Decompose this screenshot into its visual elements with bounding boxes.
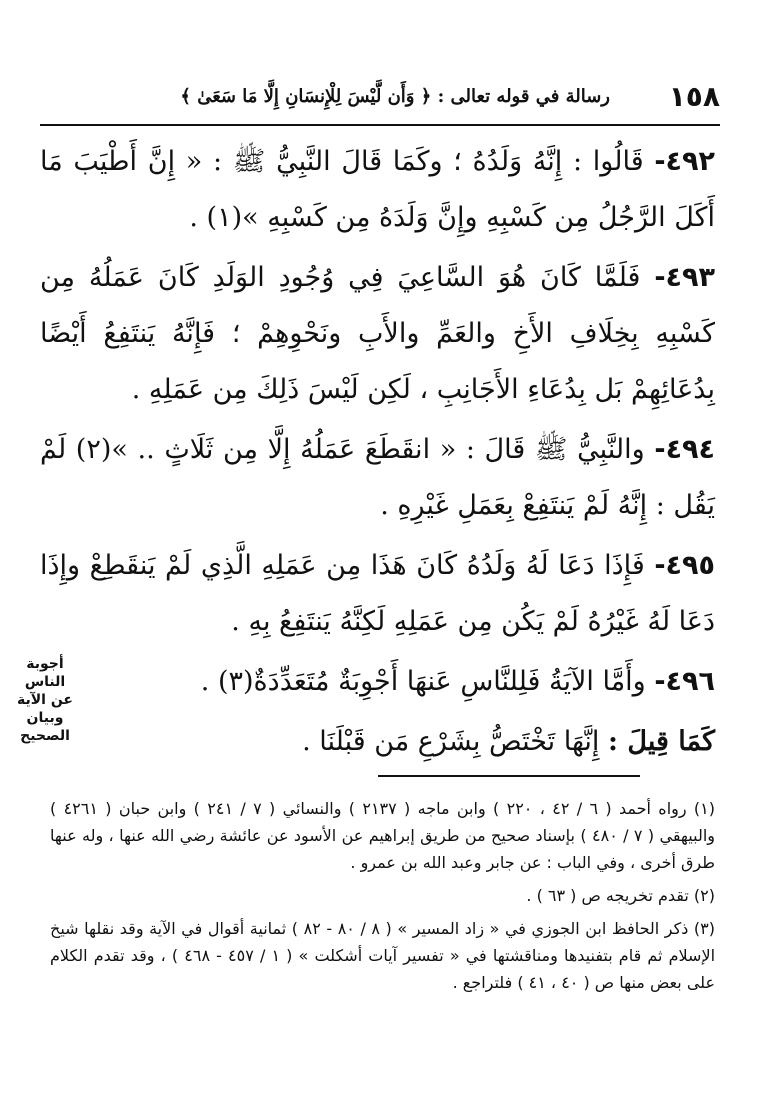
header-divider [40,124,720,126]
paragraph-number: ٤٩٤- [654,434,716,465]
page-header [40,78,720,122]
running-title: رسالة في قوله تعالى : ﴿ وَأَن لَّيْسَ لِلْإِنسَانِ إِلَّا مَا سَعَىٰ ﴾ [180,86,610,107]
paragraph-text: فَإِذَا دَعَا لَهُ وَلَدُهُ كَانَ هَذَا مِن عَمَلِهِ الَّذِي لَمْ يَنقَطِعْ وإِذَا دَعَا لَهُ غَيْرُهُ لَمْ يَكُن مِن عَمَلِهِ لَكِنَّهُ يَنتَفِعُ بِهِ . [40,550,715,637]
margin-note [6,655,84,745]
paragraph-493 [40,250,715,418]
answer-text: إِنَّهَا تَخْتَصُّ بِشَرْعِ مَن قَبْلَنَا . [302,726,600,757]
paragraph-text: قَالُوا : إِنَّهُ وَلَدُهُ ؛ وكَمَا قَالَ النَّبِيُّ ﷺ : « إِنَّ أَطْيَبَ مَا أَكَلَ الرَّجُلُ مِن كَسْبِهِ وإِنَّ وَلَدَهُ مِن كَسْبِهِ »(١) . [40,146,715,233]
paragraph-text: فَلَمَّا كَانَ هُوَ السَّاعِيَ فِي وُجُودِ الوَلَدِ كَانَ عَمَلُهُ مِن كَسْبِهِ بِخِلَافِ الأَخِ والعَمِّ والأَبِ ونَحْوِهِمْ ؛ فَإِنَّهُ يَنتَفِعُ أَيْضًا بِدُعَائِهِمْ بَل بِدُعَاءِ الأَجَانِبِ ، لَكِن لَيْسَ ذَلِكَ مِن عَمَلِهِ . [40,262,715,405]
paragraph-text: والنَّبِيُّ ﷺ قَالَ : « انقَطَعَ عَمَلُهُ إِلَّا مِن ثَلَاثٍ .. »(٢) لَمْ يَقُل : إِنَّهُ لَمْ يَنتَفِعْ بِعَمَلِ غَيْرِهِ . [40,434,715,521]
footnote-3: (٣) ذكر الحافظ ابن الجوزي في « زاد المسير » ( ٨ / ٨٠ - ٨٢ ) ثمانية أقوال في الآية وقد نقلها شيخ الإسلام ثم قام بتفنيدها ومناقشتها في « تفسير آيات أشكلت » ( ١ / ٤٥٧ - ٤٦٨ ) ، وقد تقدم الكلام على بعض منها ص ( ٤٠ ، ٤١ ) فلتراجع . [50,919,716,992]
footnote-1: (١) رواه أحمد ( ٦ / ٤٢ ، ٢٢٠ ) وابن ماجه ( ٢١٣٧ ) والنسائي ( ٧ / ٢٤١ ) وابن حبان ( ٤٢٦١ ) والبيهقي ( ٧ / ٤٨٠ ) بإسناد صحيح من طريق إبراهيم عن الأسود عن عائشة رضي الله عنها ، وله عنها طرق أخرى ، وفي الباب : عن جابر وعبد الله بن عمرو . [50,799,716,872]
margin-note-line: الصحيح [20,728,70,744]
paragraph-number: ٤٩٢- [654,146,715,177]
paragraph-number: ٤٩٦- [654,666,715,697]
paragraph-number: ٤٩٥- [654,550,715,581]
footnote-2: (٢) تقدم تخريجه ص ( ٦٣ ) . [526,886,715,905]
answer-line [40,714,715,770]
paragraph-496 [40,654,715,710]
margin-note-line: وبيان [26,710,64,726]
paragraph-number: ٤٩٣- [654,262,715,293]
paragraph-494 [40,422,715,534]
footnote-divider [378,775,640,777]
footnotes [50,795,715,1002]
main-text [40,134,715,774]
paragraph-text: وأَمَّا الآيَةُ فَلِلنَّاسِ عَنهَا أَجْوِبَةٌ مُتَعَدِّدَةٌ(٣) . [200,666,646,697]
margin-note-line: عن الآية [16,692,73,708]
page-number: ١٥٨ [668,80,720,113]
margin-note-line: أجوبة الناس [24,656,66,690]
paragraph-495 [40,538,715,650]
paragraph-492 [40,134,715,246]
answer-lead: كَمَا قِيلَ : [608,726,715,757]
